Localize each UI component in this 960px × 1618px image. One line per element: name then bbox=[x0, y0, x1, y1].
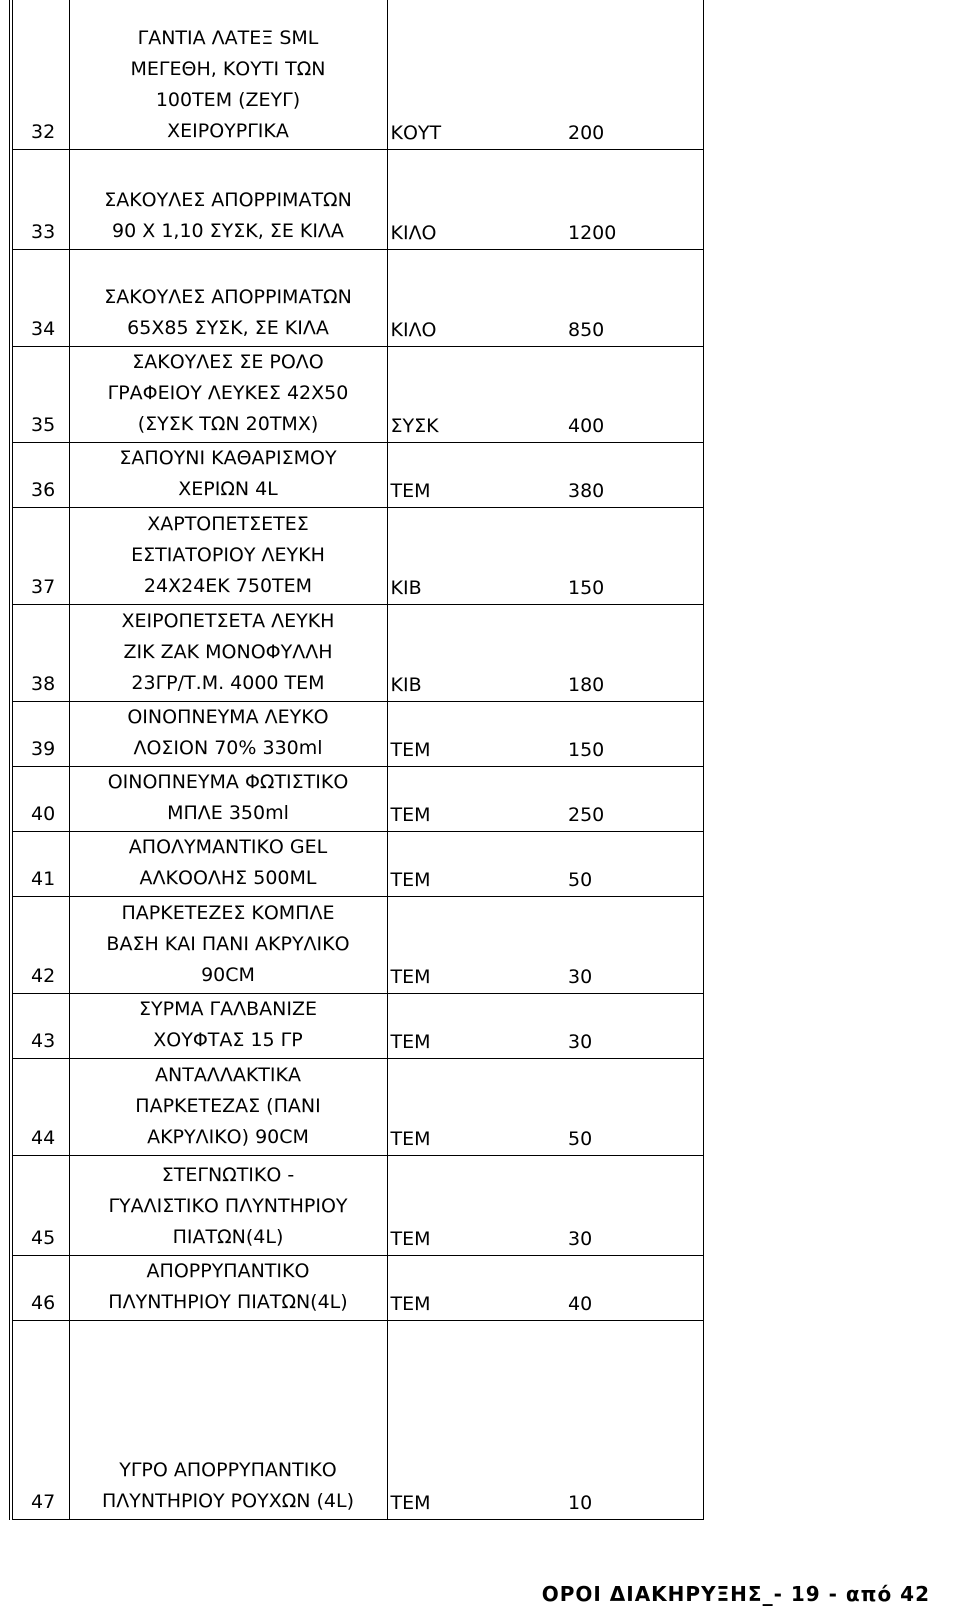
table-row bbox=[11, 0, 703, 149]
item-description bbox=[69, 604, 387, 701]
item-number: 38 bbox=[11, 604, 69, 701]
item-description-line: ΥΓΡΟ ΑΠΟΡΡΥΠΑΝΤΙΚΟ bbox=[119, 1458, 337, 1481]
item-number: 33 bbox=[11, 149, 69, 249]
item-description bbox=[69, 896, 387, 993]
item-unit: ΚΙΒ bbox=[390, 576, 422, 599]
item-description-line: ΧΕΙΡΟΥΡΓΙΚΑ bbox=[167, 119, 289, 142]
item-quantity: 150 bbox=[476, 701, 703, 766]
item-number: 37 bbox=[11, 507, 69, 604]
item-description-line: ΑΚΡΥΛΙΚΟ) 90CM bbox=[147, 1125, 309, 1148]
table-row bbox=[11, 896, 703, 993]
item-description-line: ΛΟΣΙΟΝ 70% 330ml bbox=[133, 736, 323, 759]
table-row bbox=[11, 701, 703, 766]
item-description-line: ΣΑΚΟΥΛΕΣ ΑΠΟΡΡΙΜΑΤΩΝ bbox=[104, 285, 352, 308]
item-number: 41 bbox=[11, 831, 69, 896]
item-quantity: 850 bbox=[476, 249, 703, 346]
item-quantity: 30 bbox=[476, 896, 703, 993]
item-quantity: 40 bbox=[476, 1255, 703, 1320]
item-description-line: ΠΑΡΚΕΤΕΖΕΣ ΚΟΜΠΛΕ bbox=[121, 901, 335, 924]
item-description-line: ΧΑΡΤΟΠΕΤΣΕΤΕΣ bbox=[147, 512, 309, 535]
table-row bbox=[11, 507, 703, 604]
item-description bbox=[69, 831, 387, 896]
item-unit: ΤΕΜ bbox=[390, 738, 431, 761]
item-quantity: 50 bbox=[476, 831, 703, 896]
item-quantity: 30 bbox=[476, 993, 703, 1058]
item-description-line: 90 Χ 1,10 ΣΥΣΚ, ΣΕ ΚΙΛΑ bbox=[112, 219, 344, 242]
item-description-line: 90CM bbox=[201, 963, 255, 986]
item-number: 43 bbox=[11, 993, 69, 1058]
item-quantity: 250 bbox=[476, 766, 703, 831]
item-number: 39 bbox=[11, 701, 69, 766]
item-description-line: ΠΑΡΚΕΤΕΖΑΣ (ΠΑΝΙ bbox=[135, 1094, 321, 1117]
item-unit: ΤΕΜ bbox=[390, 868, 431, 891]
items-table-body bbox=[11, 0, 703, 1519]
item-description-line: ΣΑΠΟΥΝΙ ΚΑΘΑΡΙΣΜΟΥ bbox=[119, 446, 337, 469]
item-quantity: 50 bbox=[476, 1058, 703, 1155]
item-unit: ΤΕΜ bbox=[390, 1292, 431, 1315]
item-description bbox=[69, 149, 387, 249]
item-number: 46 bbox=[11, 1255, 69, 1320]
item-unit: ΤΕΜ bbox=[390, 1227, 431, 1250]
item-number: 44 bbox=[11, 1058, 69, 1155]
item-description-line: ΖΙΚ ΖΑΚ ΜΟΝΟΦΥΛΛΗ bbox=[123, 640, 333, 663]
item-description-line: ΜΠΛΕ 350ml bbox=[167, 801, 289, 824]
item-quantity: 150 bbox=[476, 507, 703, 604]
item-description-line: 65Χ85 ΣΥΣΚ, ΣΕ ΚΙΛΑ bbox=[127, 316, 329, 339]
item-description bbox=[69, 993, 387, 1058]
item-number: 42 bbox=[11, 896, 69, 993]
item-unit: ΚΙΛΟ bbox=[390, 221, 437, 244]
item-description-line: ΑΠΟΡΡΥΠΑΝΤΙΚΟ bbox=[146, 1259, 310, 1282]
table-row bbox=[11, 831, 703, 896]
table-row bbox=[11, 604, 703, 701]
item-unit: ΣΥΣΚ bbox=[390, 414, 439, 437]
item-unit: ΚΙΛΟ bbox=[390, 318, 437, 341]
item-quantity: 30 bbox=[476, 1155, 703, 1255]
item-unit: ΚΙΒ bbox=[390, 673, 422, 696]
item-description-line: ΑΠΟΛΥΜΑΝΤΙΚΟ GEL bbox=[128, 835, 328, 858]
item-number: 40 bbox=[11, 766, 69, 831]
items-table bbox=[9, 0, 704, 1520]
table-row bbox=[11, 766, 703, 831]
item-number: 32 bbox=[11, 0, 69, 149]
item-description-line: ΠΛΥΝΤΗΡΙΟΥ ΡΟΥΧΩΝ (4L) bbox=[102, 1489, 354, 1512]
item-unit: ΤΕΜ bbox=[390, 1491, 431, 1514]
page-footer: ΟΡΟΙ ΔΙΑΚΗΡΥΞΗΣ_- 19 - από 42 bbox=[541, 1582, 930, 1606]
item-description bbox=[69, 346, 387, 442]
item-description-line: ΧΕΙΡΟΠΕΤΣΕΤΑ ΛΕΥΚΗ bbox=[121, 609, 335, 632]
item-description-line: ΓΥΑΛΙΣΤΙΚΟ ΠΛΥΝΤΗΡΙΟΥ bbox=[108, 1194, 348, 1217]
item-description bbox=[69, 1320, 387, 1519]
item-description-line: ΧΕΡΙΩΝ 4L bbox=[178, 477, 278, 500]
item-description-line: ΣΑΚΟΥΛΕΣ ΣΕ ΡΟΛΟ bbox=[132, 350, 324, 373]
item-description bbox=[69, 1255, 387, 1320]
item-description-line: ΟΙΝΟΠΝΕΥΜΑ ΦΩΤΙΣΤΙΚΟ bbox=[107, 770, 349, 793]
item-number: 36 bbox=[11, 442, 69, 507]
table-row bbox=[11, 149, 703, 249]
item-description-line: 23ΓΡ/Τ.Μ. 4000 ΤΕΜ bbox=[131, 671, 325, 694]
item-description-line: ΣΥΡΜΑ ΓΑΛΒΑΝΙΖΕ bbox=[139, 997, 317, 1020]
item-description bbox=[69, 701, 387, 766]
item-description bbox=[69, 1155, 387, 1255]
table-row bbox=[11, 993, 703, 1058]
item-description-line: ΠΛΥΝΤΗΡΙΟΥ ΠΙΑΤΩΝ(4L) bbox=[108, 1290, 348, 1313]
table-row bbox=[11, 442, 703, 507]
item-description bbox=[69, 249, 387, 346]
item-description-line: ΜΕΓΕΘΗ, ΚΟΥΤΙ ΤΩΝ bbox=[130, 57, 326, 80]
item-quantity: 400 bbox=[476, 346, 703, 442]
item-description-line: (ΣΥΣΚ ΤΩΝ 20ΤΜΧ) bbox=[137, 412, 319, 435]
item-description bbox=[69, 1058, 387, 1155]
item-description-line: 24Χ24ΕΚ 750ΤΕΜ bbox=[143, 574, 313, 597]
item-quantity: 380 bbox=[476, 442, 703, 507]
item-quantity: 180 bbox=[476, 604, 703, 701]
item-unit: ΤΕΜ bbox=[390, 479, 431, 502]
table-row bbox=[11, 1255, 703, 1320]
item-description bbox=[69, 0, 387, 149]
item-unit: ΤΕΜ bbox=[390, 803, 431, 826]
item-description-line: ΧΟΥΦΤΑΣ 15 ΓΡ bbox=[153, 1028, 303, 1051]
item-description-line: ΟΙΝΟΠΝΕΥΜΑ ΛΕΥΚΟ bbox=[127, 705, 329, 728]
item-description-line: ΑΝΤΑΛΛΑΚΤΙΚΑ bbox=[155, 1063, 301, 1086]
item-description-line: ΒΑΣΗ ΚΑΙ ΠΑΝΙ ΑΚΡΥΛΙΚΟ bbox=[106, 932, 350, 955]
item-quantity: 10 bbox=[476, 1320, 703, 1519]
item-description-line: ΣΤΕΓΝΩΤΙΚΟ - bbox=[161, 1163, 295, 1186]
item-description-line: 100ΤΕΜ (ΖΕΥΓ) bbox=[155, 88, 301, 111]
item-number: 47 bbox=[11, 1320, 69, 1519]
item-quantity: 200 bbox=[476, 0, 703, 149]
item-description-line: ΑΛΚΟΟΛΗΣ 500ML bbox=[139, 866, 317, 889]
item-unit: ΤΕΜ bbox=[390, 1030, 431, 1053]
item-description bbox=[69, 766, 387, 831]
item-description-line: ΠΙΑΤΩΝ(4L) bbox=[172, 1225, 284, 1248]
table-row bbox=[11, 1320, 703, 1519]
item-number: 35 bbox=[11, 346, 69, 442]
table-row bbox=[11, 346, 703, 442]
item-description-line: ΓΑΝΤΙΑ ΛΑΤΕΞ SML bbox=[137, 26, 319, 49]
item-unit: ΚΟΥΤ bbox=[390, 121, 442, 144]
item-number: 45 bbox=[11, 1155, 69, 1255]
item-description bbox=[69, 442, 387, 507]
table-row bbox=[11, 249, 703, 346]
item-description-line: ΓΡΑΦΕΙΟΥ ΛΕΥΚΕΣ 42Χ50 bbox=[107, 381, 349, 404]
table-row bbox=[11, 1058, 703, 1155]
item-description-line: ΕΣΤΙΑΤΟΡΙΟΥ ΛΕΥΚΗ bbox=[131, 543, 325, 566]
item-number: 34 bbox=[11, 249, 69, 346]
item-description-line: ΣΑΚΟΥΛΕΣ ΑΠΟΡΡΙΜΑΤΩΝ bbox=[104, 188, 352, 211]
item-quantity: 1200 bbox=[476, 149, 703, 249]
item-unit: ΤΕΜ bbox=[390, 1127, 431, 1150]
table-row bbox=[11, 1155, 703, 1255]
item-description bbox=[69, 507, 387, 604]
item-unit: ΤΕΜ bbox=[390, 965, 431, 988]
